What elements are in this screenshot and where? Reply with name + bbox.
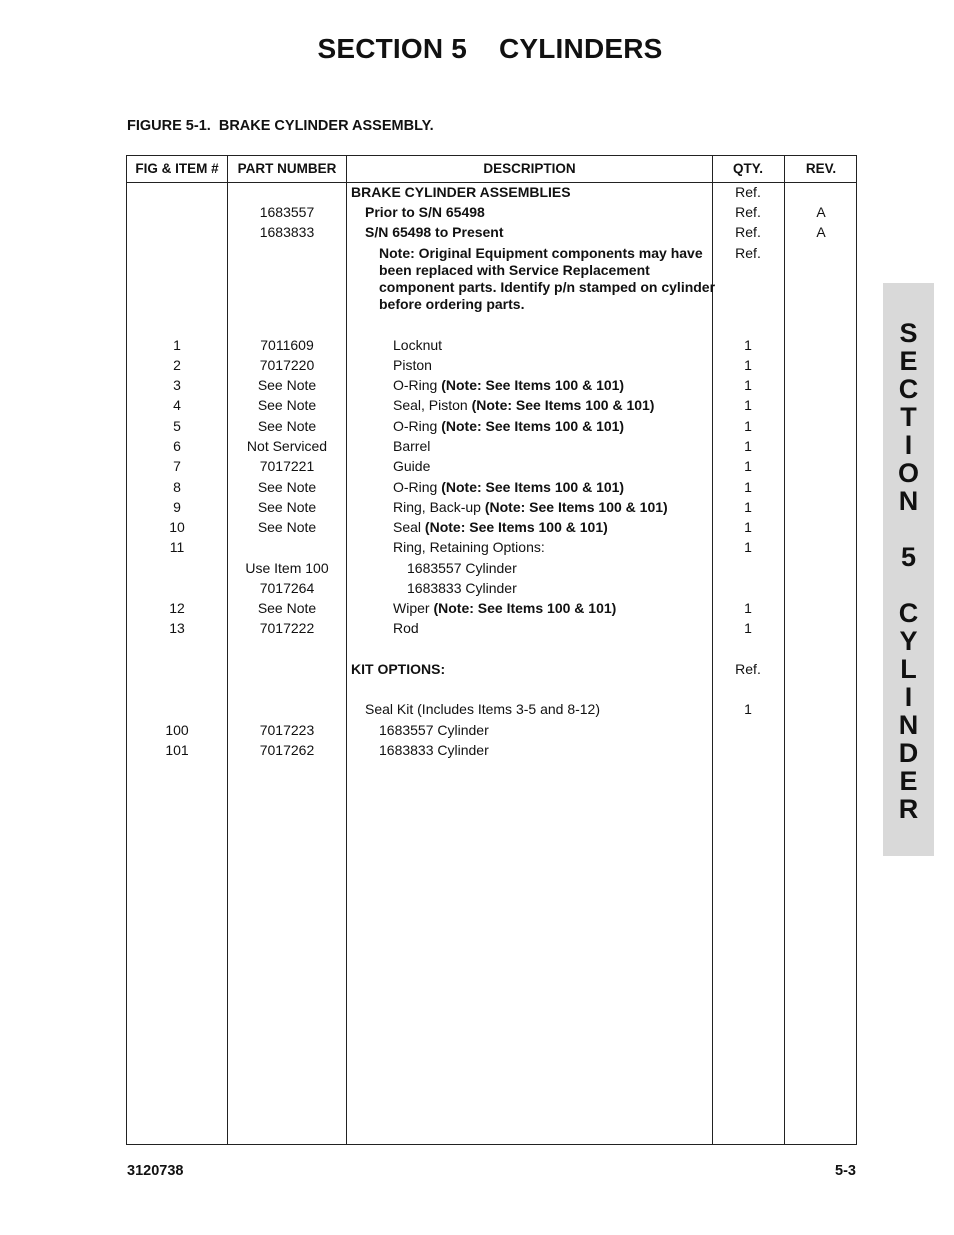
tab-letter: S — [899, 318, 918, 348]
table-row — [127, 375, 856, 395]
desc-cell: S/N 65498 to Present — [365, 224, 504, 240]
part-cell: 7017262 — [259, 742, 315, 758]
table-row — [127, 497, 856, 517]
table-row — [127, 659, 856, 679]
part-cell: See Note — [257, 377, 317, 393]
desc-cell — [393, 375, 624, 395]
header-fig-item: FIG & ITEM # — [135, 161, 219, 176]
desc-text: Wiper — [393, 600, 434, 616]
tab-letter: T — [900, 402, 917, 432]
doc-number: 3120738 — [127, 1163, 184, 1179]
tab-letter: D — [898, 738, 919, 768]
qty-cell: Ref. — [735, 204, 761, 220]
table-row — [127, 416, 856, 436]
desc-cell: Ring, Retaining Options: — [393, 539, 545, 555]
table-row — [127, 740, 856, 760]
desc-cell: Seal Kit (Includes Items 3-5 and 8-12) — [365, 701, 601, 717]
desc-text: O-Ring — [393, 418, 442, 434]
part-cell: 7017220 — [259, 357, 315, 373]
tab-letter: E — [899, 346, 918, 376]
fig-cell: 3 — [173, 377, 181, 393]
part-cell: 1683833 — [259, 224, 315, 240]
desc-cell — [393, 517, 608, 537]
qty-cell: 1 — [744, 458, 752, 474]
desc-text: Seal — [393, 519, 425, 535]
tab-letter: I — [904, 682, 913, 712]
desc-note: (Note: See Items 100 & 101) — [424, 519, 608, 535]
qty-cell: 1 — [744, 397, 752, 413]
column-divider — [227, 156, 228, 1144]
desc-note: (Note: See Items 100 & 101) — [433, 600, 617, 616]
part-cell: See Note — [257, 600, 317, 616]
page-title: SECTION 5 CYLINDERS — [317, 33, 663, 64]
desc-cell: 1683557 Cylinder — [407, 560, 517, 576]
fig-cell: 1 — [173, 337, 181, 353]
parts-table — [126, 155, 857, 1145]
table-row — [127, 477, 856, 497]
table-row — [127, 222, 856, 242]
fig-cell: 5 — [173, 418, 181, 434]
part-cell: 7017223 — [259, 722, 315, 738]
page-number: 5-3 — [835, 1163, 856, 1179]
fig-cell: 4 — [173, 397, 181, 413]
part-cell: Not Serviced — [246, 438, 328, 454]
part-cell: 7017222 — [259, 620, 315, 636]
desc-cell — [393, 598, 616, 618]
desc-cell: 1683833 Cylinder — [379, 742, 489, 758]
part-cell: See Note — [257, 418, 317, 434]
table-row — [127, 558, 856, 578]
part-cell: See Note — [257, 499, 317, 515]
column-divider — [346, 156, 347, 1144]
qty-cell: 1 — [744, 701, 752, 717]
fig-cell: 2 — [173, 357, 181, 373]
desc-cell: Piston — [393, 357, 432, 373]
qty-cell: 1 — [744, 418, 752, 434]
qty-cell: 1 — [744, 438, 752, 454]
desc-cell: 1683833 Cylinder — [407, 580, 517, 596]
desc-text: Ring, Back-up — [393, 499, 485, 515]
desc-cell — [393, 477, 624, 497]
fig-cell: 10 — [169, 519, 185, 535]
part-cell: 7017264 — [259, 580, 315, 596]
desc-cell: Locknut — [393, 337, 443, 353]
table-row — [127, 335, 856, 355]
qty-cell: 1 — [744, 519, 752, 535]
qty-cell: 1 — [744, 479, 752, 495]
fig-cell: 11 — [169, 539, 185, 555]
part-cell: Use Item 100 — [245, 560, 329, 576]
qty-cell: 1 — [744, 357, 752, 373]
part-cell: 1683557 — [259, 204, 315, 220]
desc-cell — [393, 416, 624, 436]
tab-letter: C — [898, 598, 919, 628]
qty-cell: 1 — [744, 600, 752, 616]
part-cell: See Note — [257, 479, 317, 495]
tab-letter: N — [898, 710, 919, 740]
desc-cell: 1683557 Cylinder — [379, 722, 489, 738]
header-description: DESCRIPTION — [483, 161, 576, 176]
fig-cell: 100 — [165, 722, 189, 738]
table-row — [127, 720, 856, 740]
tab-letter: I — [904, 430, 913, 460]
fig-cell: 8 — [173, 479, 181, 495]
tab-letter — [883, 515, 934, 543]
fig-cell: 101 — [165, 742, 189, 758]
tab-letter: L — [900, 654, 917, 684]
table-row — [127, 578, 856, 598]
header-qty: QTY. — [732, 161, 763, 176]
qty-cell: 1 — [744, 539, 752, 555]
qty-cell: 1 — [744, 377, 752, 393]
table-row — [127, 537, 856, 557]
rev-cell: A — [816, 204, 826, 220]
desc-cell: Prior to S/N 65498 — [365, 204, 485, 220]
table-row — [127, 598, 856, 618]
part-cell: 7011609 — [260, 337, 314, 353]
rev-cell: A — [816, 224, 826, 240]
qty-cell: 1 — [744, 620, 752, 636]
table-row — [127, 355, 856, 375]
qty-cell: Ref. — [735, 245, 761, 261]
table-row — [127, 436, 856, 456]
desc-note: (Note: See Items 100 & 101) — [441, 377, 625, 393]
tab-letter: Y — [899, 626, 918, 656]
fig-cell: 13 — [169, 620, 185, 636]
tab-letter: 5 — [900, 542, 917, 572]
desc-cell: Rod — [393, 620, 419, 636]
tab-letter: R — [898, 794, 919, 824]
header-part-number: PART NUMBER — [237, 161, 337, 176]
figure-title: FIGURE 5-1. BRAKE CYLINDER ASSEMBLY. — [127, 118, 434, 134]
fig-cell: 6 — [173, 438, 181, 454]
table-row — [127, 618, 856, 638]
table-row — [127, 395, 856, 415]
desc-cell: Guide — [393, 458, 431, 474]
tab-letter: C — [898, 374, 919, 404]
desc-cell: KIT OPTIONS: — [351, 661, 446, 677]
qty-cell: 1 — [744, 499, 752, 515]
part-cell: See Note — [257, 397, 317, 413]
desc-note: (Note: See Items 100 & 101) — [471, 397, 655, 413]
desc-text: O-Ring — [393, 479, 442, 495]
qty-cell: Ref. — [735, 224, 761, 240]
part-cell: See Note — [257, 519, 317, 535]
desc-cell — [393, 497, 668, 517]
desc-text: O-Ring — [393, 377, 442, 393]
table-row — [127, 699, 856, 719]
tab-letter: N — [898, 486, 919, 516]
desc-cell — [393, 395, 654, 415]
part-cell: 7017221 — [259, 458, 315, 474]
desc-note: (Note: See Items 100 & 101) — [441, 479, 625, 495]
qty-cell: Ref. — [735, 184, 761, 200]
desc-note: (Note: See Items 100 & 101) — [484, 499, 668, 515]
tab-letter: E — [899, 766, 918, 796]
qty-cell: 1 — [744, 337, 752, 353]
qty-cell: Ref. — [735, 661, 761, 677]
header-rev: REV. — [805, 161, 837, 176]
table-row — [127, 202, 856, 222]
column-divider — [784, 156, 785, 1144]
fig-cell: 12 — [169, 600, 185, 616]
desc-note: (Note: See Items 100 & 101) — [441, 418, 625, 434]
table-row — [127, 517, 856, 537]
desc-cell: Barrel — [393, 438, 431, 454]
desc-text: Seal, Piston — [393, 397, 472, 413]
tab-letter — [883, 571, 934, 599]
table-row — [127, 456, 856, 476]
note-text: Note: Original Equipment components may have been replaced with Service Replacement component parts. Identify p/n stamped on cylinder before ordering parts. — [379, 245, 716, 312]
fig-cell: 7 — [173, 458, 181, 474]
section-tab — [883, 283, 934, 856]
tab-letter: O — [897, 458, 919, 488]
table-row — [127, 182, 856, 202]
desc-cell: BRAKE CYLINDER ASSEMBLIES — [351, 184, 571, 200]
fig-cell: 9 — [173, 499, 181, 515]
